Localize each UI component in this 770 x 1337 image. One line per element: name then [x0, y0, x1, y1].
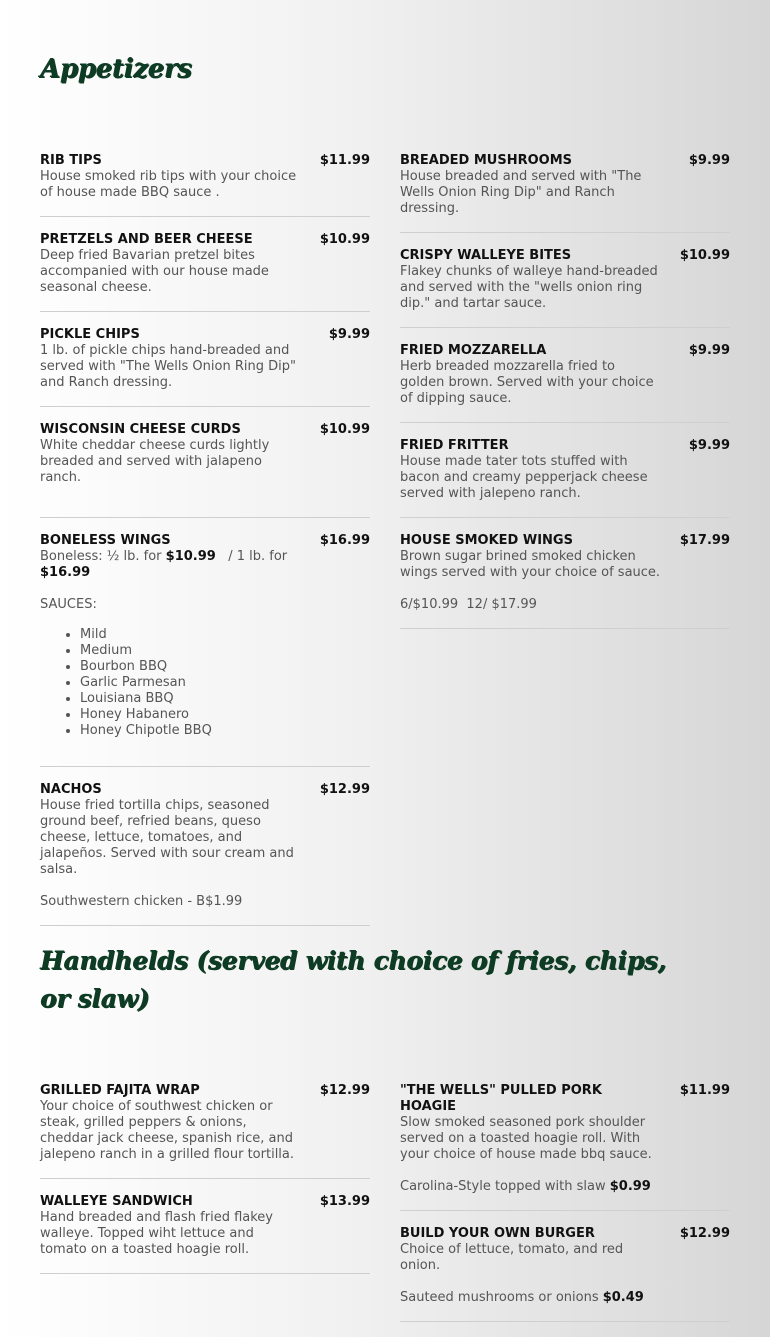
item-description: Herb breaded mozzarella fried to golden brown. Served with your choice of dipping sauce. [400, 359, 654, 406]
item-name: BONELESS WINGS [40, 533, 171, 548]
item-description: Flakey chunks of walleye hand-breaded and served with the "wells onion ring dip." and tartar sauce. [400, 264, 658, 311]
menu-item [40, 1083, 370, 1179]
item-price: $11.99 [319, 153, 370, 168]
item-name: FRIED FRITTER [400, 438, 509, 453]
addon-price: $0.99 [609, 1179, 651, 1194]
item-description: House fried tortilla chips, seasoned ground beef, refried beans, queso cheese, lettuce, tomatoes, and jalapeños. Served with sour cream and salsa. [40, 798, 294, 877]
item-price: $17.99 [679, 533, 730, 548]
item-price: $16.99 [319, 533, 370, 548]
sauce-item: • Garlic Parmesan [80, 675, 370, 691]
menu-item [40, 1194, 370, 1274]
handhelds-right-column [400, 1083, 730, 1337]
menu-item [400, 153, 730, 233]
addon-price: $0.49 [602, 1290, 644, 1305]
item-description: 1 lb. of pickle chips hand-breaded and served with "The Wells Onion Ring Dip" and Ranch dressing. [40, 343, 296, 390]
section-title-handhelds: Handhelds (served with choice of fries, chips, or slaw) [40, 946, 667, 1013]
item-price: $12.99 [319, 782, 370, 797]
item-addon: Southwestern chicken - B$1.99 [40, 894, 243, 909]
menu-item [40, 153, 370, 217]
portion-text: / 1 lb. for [215, 549, 292, 564]
item-description: House made tater tots stuffed with bacon and creamy pepperjack cheese served with jalepeno ranch. [400, 454, 648, 501]
sauces-label: SAUCES: [40, 597, 97, 612]
item-price: $12.99 [679, 1226, 730, 1241]
appetizers-right-column [400, 153, 730, 644]
sauce-item: • Medium [80, 643, 370, 659]
item-name: GRILLED FAJITA WRAP [40, 1083, 200, 1098]
item-price: $9.99 [328, 327, 370, 342]
sauce-item: • Honey Habanero [80, 707, 370, 723]
appetizers-left-column [40, 153, 370, 941]
item-name: RIB TIPS [40, 153, 102, 168]
menu-item [400, 248, 730, 328]
menu-item [40, 327, 370, 407]
item-name: BREADED MUSHROOMS [400, 153, 572, 168]
sauce-item: • Honey Chipotle BBQ [80, 723, 370, 739]
addon-text: Carolina-Style topped with slaw [400, 1179, 610, 1194]
menu-item-pulled-pork [400, 1083, 730, 1211]
item-description [40, 549, 302, 581]
item-description: Your choice of southwest chicken or steak, grilled peppers & onions, cheddar jack cheese, spanish rice, and jalepeno ranch in a grilled flour tortilla. [40, 1099, 295, 1162]
menu-item [40, 232, 370, 312]
item-description: White cheddar cheese curds lightly breaded and served with jalapeno ranch. [40, 438, 270, 485]
item-price: $10.99 [679, 248, 730, 263]
menu-item [400, 438, 730, 518]
item-price: $10.99 [319, 422, 370, 437]
item-addon [400, 1290, 662, 1306]
item-addon [400, 1179, 662, 1195]
menu-item [40, 422, 370, 518]
item-description: Deep fried Bavarian pretzel bites accompanied with our house made seasonal cheese. [40, 248, 269, 295]
item-name: "THE WELLS" PULLED PORK HOAGIE [400, 1083, 602, 1114]
item-name: WALLEYE SANDWICH [40, 1194, 193, 1209]
menu-item [400, 343, 730, 423]
sauce-list [80, 627, 370, 739]
item-description: House smoked rib tips with your choice of house made BBQ sauce . [40, 169, 297, 200]
full-pound-price: $16.99 [40, 565, 91, 580]
sauce-item: • Mild [80, 627, 370, 643]
sauce-item: • Louisiana BBQ [80, 691, 370, 707]
item-description: Brown sugar brined smoked chicken wings served with your choice of sauce. [400, 549, 661, 580]
item-price: $11.99 [679, 1083, 730, 1098]
item-description: Choice of lettuce, tomato, and red onion. [400, 1242, 624, 1273]
half-pound-price: $10.99 [165, 549, 216, 564]
item-name: BUILD YOUR OWN BURGER [400, 1226, 595, 1241]
handhelds-left-column [40, 1083, 370, 1289]
item-description: Hand breaded and flash fried flakey walleye. Topped wiht lettuce and tomato on a toasted hoagie roll. [40, 1210, 273, 1257]
item-name: NACHOS [40, 782, 102, 797]
menu-item-nachos [40, 782, 370, 926]
menu-item-boneless-wings [40, 533, 370, 767]
item-price: $10.99 [319, 232, 370, 247]
section-title-appetizers: Appetizers [40, 54, 192, 84]
portion-text: Boneless: ½ lb. for [40, 549, 166, 564]
item-price: $12.99 [319, 1083, 370, 1098]
addon-text: Sauteed mushrooms or onions [400, 1290, 603, 1305]
menu-item-smoked-wings [400, 533, 730, 629]
item-price: $9.99 [688, 438, 730, 453]
item-addon: 6/$10.99 12/ $17.99 [400, 597, 537, 612]
sauce-item: • Bourbon BBQ [80, 659, 370, 675]
item-name: CRISPY WALLEYE BITES [400, 248, 572, 263]
item-description: House breaded and served with "The Wells Onion Ring Dip" and Ranch dressing. [400, 169, 642, 216]
item-price: $9.99 [688, 343, 730, 358]
item-name: FRIED MOZZARELLA [400, 343, 547, 358]
item-description: Slow smoked seasoned pork shoulder served on a toasted hoagie roll. With your choice of house made bbq sauce. [400, 1115, 652, 1162]
item-price: $13.99 [319, 1194, 370, 1209]
item-name: HOUSE SMOKED WINGS [400, 533, 573, 548]
item-name: WISCONSIN CHEESE CURDS [40, 422, 241, 437]
item-name: PICKLE CHIPS [40, 327, 140, 342]
menu-item-burger [400, 1226, 730, 1322]
item-name: PRETZELS AND BEER CHEESE [40, 232, 253, 247]
item-price: $9.99 [688, 153, 730, 168]
